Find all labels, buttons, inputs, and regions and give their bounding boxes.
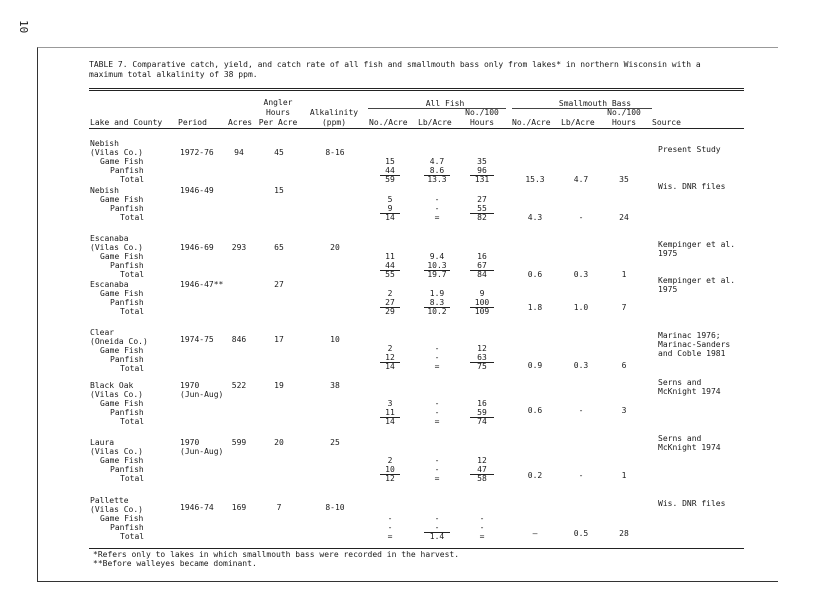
af-pan-lb: 10.3 (424, 261, 450, 271)
af-game-lb: - (434, 195, 440, 204)
af-pan-lb: 8.3 (424, 298, 450, 308)
af-total-no: 59 (385, 175, 395, 184)
af-pan-no: 10 (380, 465, 400, 475)
source-line-2: 1975 (658, 249, 678, 258)
panfish-label: Panfish (110, 408, 144, 417)
panfish-label: Panfish (110, 523, 144, 532)
col-source: Source (652, 118, 681, 127)
col-alkalinity-1: Alkalinity (309, 108, 359, 117)
game-fish-label: Game Fish (100, 252, 144, 261)
af-pan-lb: - (424, 523, 450, 533)
sb-no: 0.6 (527, 406, 543, 415)
af-pan-no: 9 (380, 204, 400, 214)
af-pan-no: 44 (380, 261, 400, 271)
af-total-no: 12 (385, 474, 395, 483)
alkalinity: 38 (330, 381, 340, 390)
period: 1946-47** (180, 280, 224, 289)
sb-hr: 6 (621, 361, 627, 370)
af-total-hr: 75 (477, 362, 487, 371)
col-period: Period (178, 118, 207, 127)
col-angler-2: Hours (265, 108, 291, 117)
lake-name: Pallette (90, 496, 129, 505)
acres: 522 (231, 381, 247, 390)
lake-county: (Vilas Co.) (90, 447, 143, 456)
af-game-hr: 35 (477, 157, 487, 166)
source-line-1: Marinac 1976; (658, 331, 721, 340)
col-angler-3: Per Acre (258, 118, 298, 127)
sb-lb: 4.7 (573, 175, 589, 184)
af-pan-no: 27 (380, 298, 400, 308)
af-pan-hr: 96 (470, 166, 494, 176)
af-pan-hr: 47 (470, 465, 494, 475)
alkalinity: 8-16 (325, 148, 345, 157)
af-pan-no: - (387, 523, 393, 532)
panfish-label: Panfish (110, 298, 144, 307)
af-game-no: 3 (387, 399, 393, 408)
af-game-hr: 9 (479, 289, 485, 298)
af-game-no: 5 (387, 195, 393, 204)
sb-hr: 24 (619, 213, 629, 222)
af-total-lb: = (434, 213, 440, 222)
sb-lb: - (578, 471, 584, 480)
sb-no: 4.3 (527, 213, 543, 222)
period: 1946-69 (180, 243, 214, 252)
alkalinity: 10 (330, 335, 340, 344)
total-label: Total (120, 307, 145, 316)
col-lake: Lake and County (90, 118, 163, 127)
game-fish-label: Game Fish (100, 346, 144, 355)
source-line-1: Kempinger et al. (658, 240, 736, 249)
af-total-hr: = (479, 532, 485, 541)
af-pan-hr: 59 (470, 408, 494, 418)
af-total-no: 29 (385, 307, 395, 316)
lake-name: Black Oak (90, 381, 134, 390)
col-sb-lb-acre: Lb/Acre (561, 118, 595, 127)
sb-no: 0.2 (527, 471, 543, 480)
af-total-no: 14 (385, 213, 395, 222)
af-game-no: 2 (387, 456, 393, 465)
col-acres: Acres (228, 118, 253, 127)
af-game-hr: 27 (477, 195, 487, 204)
source-line-1: Serns and (658, 434, 702, 443)
acres: 94 (234, 148, 244, 157)
af-total-lb: 19.7 (427, 270, 447, 279)
panfish-label: Panfish (110, 166, 144, 175)
col-sb-hours-1: No./100 (607, 108, 641, 117)
source-line-3: and Coble 1981 (658, 349, 726, 358)
af-pan-lb: 8.6 (424, 166, 450, 176)
af-total-no: 14 (385, 362, 395, 371)
af-game-lb: 4.7 (429, 157, 445, 166)
total-label: Total (120, 270, 145, 279)
af-total-hr: 84 (477, 270, 487, 279)
angler-hours: 17 (274, 335, 284, 344)
af-pan-lb: - (434, 465, 440, 474)
af-game-lb: - (434, 456, 440, 465)
sb-no: 15.3 (525, 175, 545, 184)
sb-lb: 1.0 (573, 303, 589, 312)
af-total-lb: = (434, 417, 440, 426)
sb-lb: 0.3 (573, 361, 589, 370)
lake-county: (Vilas Co.) (90, 148, 143, 157)
af-game-lb: 1.9 (429, 289, 445, 298)
lake-name: Clear (90, 328, 115, 337)
total-label: Total (120, 417, 145, 426)
source-line-2: McKnight 1974 (658, 387, 721, 396)
af-game-hr: 16 (477, 399, 487, 408)
af-pan-hr: 55 (470, 204, 494, 214)
col-af-no-acre: No./Acre (369, 118, 408, 127)
acres: 599 (231, 438, 247, 447)
period-months: (Jun-Aug) (180, 390, 224, 399)
game-fish-label: Game Fish (100, 399, 144, 408)
sb-hr: 1 (621, 471, 627, 480)
source-line-1: Wis. DNR files (658, 499, 726, 508)
af-pan-hr: 63 (470, 353, 494, 363)
period: 1970 (180, 381, 200, 390)
af-total-no: 55 (385, 270, 395, 279)
af-pan-hr: 67 (470, 261, 494, 271)
total-label: Total (120, 175, 145, 184)
af-pan-hr: - (479, 523, 485, 532)
period: 1946-49 (180, 186, 214, 195)
af-pan-hr: 100 (470, 298, 494, 308)
af-game-hr: 12 (477, 344, 487, 353)
game-fish-label: Game Fish (100, 456, 144, 465)
col-af-lb-acre: Lb/Acre (418, 118, 452, 127)
lake-county: (Vilas Co.) (90, 243, 143, 252)
alkalinity: 25 (330, 438, 340, 447)
col-sb-hours-2: Hours (611, 118, 637, 127)
sb-no: 0.6 (527, 270, 543, 279)
lake-county: (Vilas Co.) (90, 505, 143, 514)
period: 1946-74 (180, 503, 214, 512)
af-pan-lb: - (434, 408, 440, 417)
total-label: Total (120, 213, 145, 222)
af-total-hr: 74 (477, 417, 487, 426)
af-total-no: 14 (385, 417, 395, 426)
af-game-no: 11 (385, 252, 395, 261)
af-game-hr: 16 (477, 252, 487, 261)
acres: 169 (231, 503, 247, 512)
lake-name: Laura (90, 438, 115, 447)
af-pan-lb: - (434, 353, 440, 362)
af-game-no: 2 (387, 289, 393, 298)
af-game-hr: - (479, 514, 485, 523)
af-game-lb: 9.4 (429, 252, 445, 261)
af-pan-no: 11 (380, 408, 400, 418)
sb-no: 0.9 (527, 361, 543, 370)
col-af-hours-1: No./100 (465, 108, 499, 117)
header-rule-bottom (89, 128, 744, 129)
footnote-1: *Refers only to lakes in which smallmouth bass were recorded in the harvest. (93, 550, 460, 559)
source-line-1: Serns and (658, 378, 702, 387)
col-angler-1: Angler (263, 98, 293, 107)
af-total-lb: = (434, 362, 440, 371)
af-total-lb: = (434, 474, 440, 483)
game-fish-label: Game Fish (100, 514, 144, 523)
sb-no: 1.8 (527, 303, 543, 312)
source-line-2: 1975 (658, 285, 678, 294)
lake-name: Escanaba (90, 234, 129, 243)
source-line-1: Present Study (658, 145, 721, 154)
col-af-hours-2: Hours (469, 118, 495, 127)
panfish-label: Panfish (110, 465, 144, 474)
total-label: Total (120, 364, 145, 373)
game-fish-label: Game Fish (100, 157, 144, 166)
af-pan-no: 44 (380, 166, 400, 176)
angler-hours: 15 (274, 186, 284, 195)
af-total-hr: 58 (477, 474, 487, 483)
lake-name: Nebish (90, 139, 119, 148)
af-game-no: 2 (387, 344, 393, 353)
panfish-label: Panfish (110, 204, 144, 213)
af-total-lb: 13.3 (427, 175, 447, 184)
acres: 846 (231, 335, 247, 344)
header-rule-top (89, 88, 744, 89)
page-number: 10 (17, 20, 30, 34)
lake-name: Escanaba (90, 280, 129, 289)
smallmouth-bass-header: Smallmouth Bass (558, 99, 632, 108)
source-line-1: Wis. DNR files (658, 182, 726, 191)
af-pan-no: 12 (380, 353, 400, 363)
all-fish-header: All Fish (425, 99, 465, 108)
af-total-lb: 10.2 (427, 307, 447, 316)
af-total-hr: 131 (474, 175, 490, 184)
col-sb-no-acre: No./Acre (512, 118, 551, 127)
sb-lb: - (578, 213, 584, 222)
total-label: Total (120, 474, 145, 483)
af-total-lb: 1.4 (429, 532, 445, 541)
sb-hr: 35 (619, 175, 629, 184)
af-game-no: 15 (385, 157, 395, 166)
footnote-2: **Before walleyes became dominant. (93, 559, 257, 568)
sb-hr: 1 (621, 270, 627, 279)
table-caption: TABLE 7. Comparative catch, yield, and catch rate of all fish and smallmouth bass only from lakes* in northern Wisconsin with a maximum total alkalinity of 38 ppm. (89, 60, 701, 79)
total-label: Total (120, 532, 145, 541)
sb-hr: 28 (619, 529, 629, 538)
sb-lb: 0.3 (573, 270, 589, 279)
period: 1970 (180, 438, 200, 447)
af-total-hr: 82 (477, 213, 487, 222)
col-alkalinity-2: (ppm) (321, 118, 347, 127)
source-line-2: Marinac-Sanders (658, 340, 731, 349)
angler-hours: 27 (274, 280, 284, 289)
source-line-1: Kempinger et al. (658, 276, 736, 285)
panfish-label: Panfish (110, 355, 144, 364)
lake-name: Nebish (90, 186, 119, 195)
angler-hours: 20 (274, 438, 284, 447)
af-total-no: = (387, 532, 393, 541)
lake-county: (Vilas Co.) (90, 390, 143, 399)
alkalinity: 20 (330, 243, 340, 252)
sb-hr: 3 (621, 406, 627, 415)
lake-county: (Oneida Co.) (90, 337, 148, 346)
af-pan-lb: - (434, 204, 440, 213)
sb-no: — (532, 529, 538, 538)
alkalinity: 8-10 (325, 503, 345, 512)
af-game-lb: - (434, 399, 440, 408)
af-total-hr: 109 (474, 307, 490, 316)
sb-lb: - (578, 406, 584, 415)
period: 1972-76 (180, 148, 214, 157)
angler-hours: 19 (274, 381, 284, 390)
period-months: (Jun-Aug) (180, 447, 224, 456)
af-game-hr: 12 (477, 456, 487, 465)
af-game-no: - (387, 514, 393, 523)
af-game-lb: - (434, 514, 440, 523)
game-fish-label: Game Fish (100, 289, 144, 298)
header-rule-top-2 (89, 90, 744, 91)
sb-lb: 0.5 (573, 529, 589, 538)
angler-hours: 45 (274, 148, 284, 157)
game-fish-label: Game Fish (100, 195, 144, 204)
period: 1974-75 (180, 335, 214, 344)
af-game-lb: - (434, 344, 440, 353)
angler-hours: 65 (274, 243, 284, 252)
panfish-label: Panfish (110, 261, 144, 270)
acres: 293 (231, 243, 247, 252)
source-line-2: McKnight 1974 (658, 443, 721, 452)
sb-hr: 7 (621, 303, 627, 312)
table-bottom-rule (89, 548, 744, 549)
angler-hours: 7 (276, 503, 282, 512)
